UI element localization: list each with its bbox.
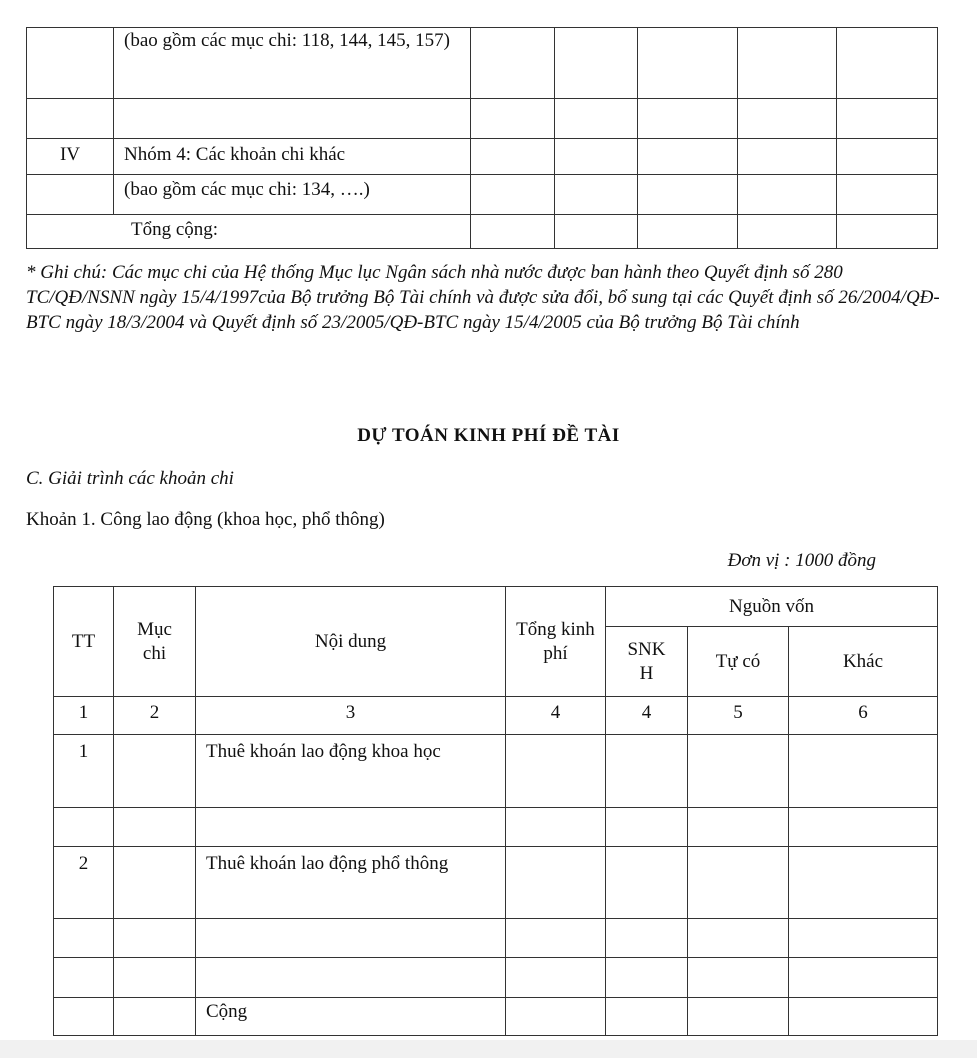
header-khac: Khác <box>789 627 938 697</box>
row-muc-chi <box>114 847 196 919</box>
table-row <box>54 735 938 808</box>
item-heading: Khoản 1. Công lao động (khoa học, phổ thông) <box>26 509 385 530</box>
header-tu-co: Tự có <box>688 627 789 697</box>
row-muc-chi <box>114 808 196 847</box>
table-row <box>27 139 938 175</box>
row-content <box>196 808 506 847</box>
table-row <box>27 215 938 249</box>
unit-label: Đơn vị : 1000 đồng <box>727 550 876 571</box>
total-row <box>54 998 938 1036</box>
row-muc-chi <box>114 919 196 958</box>
row-description <box>114 99 471 139</box>
header-tong-kinh-phi: Tổng kinh phí <box>506 587 606 697</box>
header-snkh: SNK H <box>606 627 688 697</box>
row-muc-chi <box>114 998 196 1036</box>
row-description: (bao gồm các mục chi: 134, ….) <box>114 175 471 215</box>
table-row <box>54 847 938 919</box>
table-row <box>54 808 938 847</box>
row-number <box>27 99 114 139</box>
row-description: Nhóm 4: Các khoản chi khác <box>114 139 471 175</box>
header-tt: TT <box>54 587 114 697</box>
col-number: 4 <box>506 697 606 735</box>
total-label: Cộng <box>196 998 506 1036</box>
row-content <box>196 919 506 958</box>
table-row <box>54 919 938 958</box>
row-number: IV <box>27 139 114 175</box>
row-description: (bao gồm các mục chi: 118, 144, 145, 157) <box>114 28 471 99</box>
row-tt <box>54 958 114 998</box>
row-tt <box>54 919 114 958</box>
header-noi-dung: Nội dung <box>196 587 506 697</box>
labor-cost-table <box>53 586 938 1036</box>
col-number: 1 <box>54 697 114 735</box>
section-heading: C. Giải trình các khoản chi <box>26 468 234 489</box>
header-muc-chi: Mục chi <box>114 587 196 697</box>
table-row <box>54 958 938 998</box>
row-tt <box>54 808 114 847</box>
col-number: 6 <box>789 697 938 735</box>
page-footer-shade <box>0 1040 977 1058</box>
row-tt <box>54 998 114 1036</box>
row-content: Thuê khoán lao động khoa học <box>196 735 506 808</box>
col-number: 5 <box>688 697 789 735</box>
row-muc-chi <box>114 958 196 998</box>
header-nguon-von: Nguồn vốn <box>606 587 938 627</box>
row-content <box>196 958 506 998</box>
total-label: Tổng cộng: <box>27 215 471 249</box>
row-tt: 1 <box>54 735 114 808</box>
row-tt: 2 <box>54 847 114 919</box>
table-row <box>27 175 938 215</box>
top-budget-table <box>26 27 938 249</box>
row-muc-chi <box>114 735 196 808</box>
table-row <box>27 99 938 139</box>
budget-note: * Ghi chú: Các mục chi của Hệ thống Mục lục Ngân sách nhà nước được ban hành theo Quyết định số 280 TC/QĐ/NSNN ngày 15/4/1997của Bộ trưởng Bộ Tài chính và được sửa đổi, bổ sung tại các Quyết định số 26/2004/QĐ-BTC ngày 18/3/2004 và Quyết định số 23/2005/QĐ-BTC ngày 15/4/2005 của Bộ trưởng Bộ Tài chính <box>26 262 940 333</box>
col-number: 2 <box>114 697 196 735</box>
col-number: 3 <box>196 697 506 735</box>
numbering-row <box>54 697 938 735</box>
row-number <box>27 28 114 99</box>
row-content: Thuê khoán lao động phổ thông <box>196 847 506 919</box>
row-number <box>27 175 114 215</box>
header-row <box>54 587 938 627</box>
page-title: DỰ TOÁN KINH PHÍ ĐỀ TÀI <box>357 425 620 446</box>
table-row <box>27 28 938 99</box>
col-number: 4 <box>606 697 688 735</box>
